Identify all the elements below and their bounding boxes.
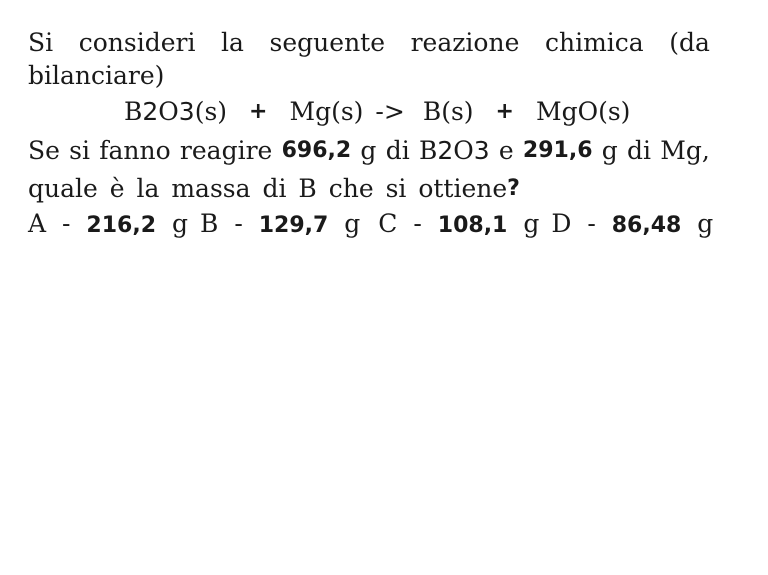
word: g bbox=[360, 135, 377, 165]
option-b: B - 129,7 g bbox=[199, 208, 361, 238]
word: (da bbox=[669, 28, 710, 57]
question-text bbox=[28, 26, 714, 242]
word: Si bbox=[28, 28, 54, 57]
plus-sign: + bbox=[249, 98, 268, 124]
word: di bbox=[627, 135, 652, 165]
question-mark: ? bbox=[507, 175, 520, 201]
reaction-equation bbox=[28, 92, 710, 130]
reaction-arrow: -> bbox=[375, 96, 405, 126]
question-line-3 bbox=[28, 170, 710, 206]
word: Se bbox=[28, 135, 60, 165]
reactant-b2o3: B2O3(s) bbox=[124, 96, 228, 126]
question-line-1b bbox=[28, 59, 710, 92]
mass-mg: 291,6 bbox=[522, 137, 593, 163]
word: si bbox=[69, 135, 90, 165]
word: bilanciare) bbox=[28, 61, 165, 90]
mass-b2o3: 696,2 bbox=[281, 137, 352, 163]
question-line-1 bbox=[28, 26, 710, 59]
product-mgo: MgO(s) bbox=[535, 96, 631, 126]
option-d: D - 86,48 g bbox=[551, 208, 714, 238]
word: fanno bbox=[99, 135, 171, 165]
word: di bbox=[385, 135, 410, 165]
word: e bbox=[498, 135, 514, 165]
product-b: B(s) bbox=[422, 96, 474, 126]
word: reagire bbox=[179, 135, 273, 165]
question-sentence: quale è la massa di B che si ottiene bbox=[28, 173, 508, 203]
answer-options bbox=[28, 206, 714, 242]
plus-sign: + bbox=[495, 98, 514, 124]
word: Mg, bbox=[660, 135, 710, 165]
word: la bbox=[221, 28, 244, 57]
word: g bbox=[601, 135, 618, 165]
formula-b2o3: B2O3 bbox=[418, 135, 490, 165]
option-a: A - 216,2 g bbox=[28, 208, 188, 238]
question-line-2 bbox=[28, 130, 710, 170]
word: seguente bbox=[269, 28, 386, 57]
word: chimica bbox=[544, 28, 644, 57]
word: reazione bbox=[410, 28, 520, 57]
word: consideri bbox=[78, 28, 196, 57]
reactant-mg: Mg(s) bbox=[289, 96, 364, 126]
option-c: C - 108,1 g bbox=[378, 208, 540, 238]
